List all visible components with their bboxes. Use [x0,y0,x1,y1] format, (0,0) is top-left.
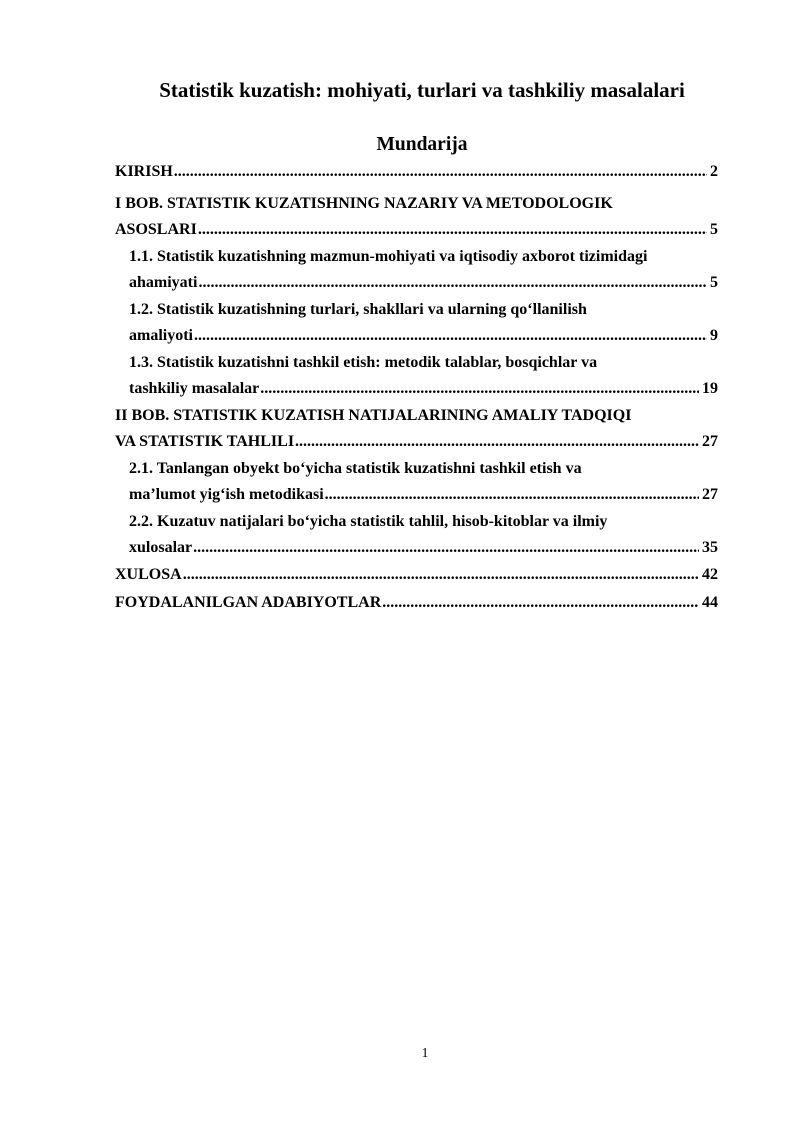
toc-entry-final-line [115,429,718,455]
toc-entry-final-line [129,535,718,561]
toc-entry-text: xulosalar [129,539,193,556]
toc-entry-line [115,403,718,429]
toc-entry-text: I BOB. STATISTIK KUZATISHNING NAZARIY VA METODOLOGIK [115,195,613,212]
toc-heading: Mundarija [376,134,468,155]
toc-entry[interactable] [115,244,718,296]
dot-leader [198,270,707,296]
toc-entry-text: 2.2. Kuzatuv natijalari bo‘yicha statistik tahlil, hisob-kitoblar va ilmiy [129,513,608,530]
toc-entry-line [129,244,718,270]
toc-entry[interactable] [115,509,718,561]
dot-leader [193,535,699,561]
toc-page-number: 27 [702,486,718,503]
toc-page-number: 35 [702,539,718,556]
document-title: Statistik kuzatish: mohiyati, turlari va tashkiliy masalalari [159,78,685,102]
toc-entry[interactable] [115,590,718,616]
toc-entry-final-line [115,562,718,588]
toc-entry-text: amaliyoti [129,327,193,344]
toc-entry-line [115,191,718,217]
toc-entry-final-line [129,482,718,508]
toc-entry-final-line [115,590,718,616]
table-of-contents [115,159,718,617]
toc-entry-text: FOYDALANILGAN ADABIYOTLAR [115,594,382,611]
toc-entry-text: II BOB. STATISTIK KUZATISH NATIJALARINING AMALIY TADQIQI [115,407,632,424]
toc-page-number: 44 [702,594,718,611]
toc-entry[interactable] [115,403,718,455]
toc-page-number: 19 [702,380,718,397]
dot-leader [183,562,699,588]
toc-entry-final-line [129,323,718,349]
toc-entry-text: XULOSA [115,566,182,583]
toc-entry-final-line [129,376,718,402]
footer-page-number: 1 [421,1045,429,1060]
toc-entry-text: ahamiyati [129,274,198,291]
toc-entry-text: ASOSLARI [115,221,197,238]
toc-entry-text: ma’lumot yig‘ish metodikasi [129,486,324,503]
toc-entry-final-line [115,217,718,243]
toc-entry-line [129,350,718,376]
toc-page-number: 5 [710,221,718,238]
toc-page-number: 5 [710,274,718,291]
toc-entry-final-line [115,159,718,185]
toc-entry-text: tashkiliy masalalar [129,380,260,397]
dot-leader [295,429,699,455]
toc-entry[interactable] [115,191,718,243]
toc-entry[interactable] [115,456,718,508]
toc-entry-line [129,297,718,323]
toc-entry-text: VA STATISTIK TAHLILI [115,433,295,450]
dot-leader [382,590,699,616]
toc-entry-line [129,456,718,482]
toc-page-number: 42 [702,566,718,583]
toc-entry-text: 1.1. Statistik kuzatishning mazmun-mohiyati va iqtisodiy axborot tizimidagi [129,248,648,265]
toc-entry-text: 1.2. Statistik kuzatishning turlari, shakllari va ularning qo‘llanilish [129,301,587,318]
toc-entry-line [129,509,718,535]
toc-entry[interactable] [115,562,718,588]
toc-page-number: 27 [702,433,718,450]
toc-entry[interactable] [115,350,718,402]
dot-leader [198,217,707,243]
toc-page-number: 9 [710,327,718,344]
dot-leader [174,159,707,185]
toc-page-number: 2 [710,163,718,180]
dot-leader [325,482,699,508]
dot-leader [194,323,707,349]
toc-entry-text: KIRISH [115,163,173,180]
toc-entry-text: 1.3. Statistik kuzatishni tashkil etish: metodik talablar, bosqichlar va [129,354,598,371]
dot-leader [260,376,699,402]
toc-entry[interactable] [115,297,718,349]
toc-entry[interactable] [115,159,718,185]
toc-entry-text: 2.1. Tanlangan obyekt bo‘yicha statistik kuzatishni tashkil etish va [129,460,582,477]
toc-entry-final-line [129,270,718,296]
